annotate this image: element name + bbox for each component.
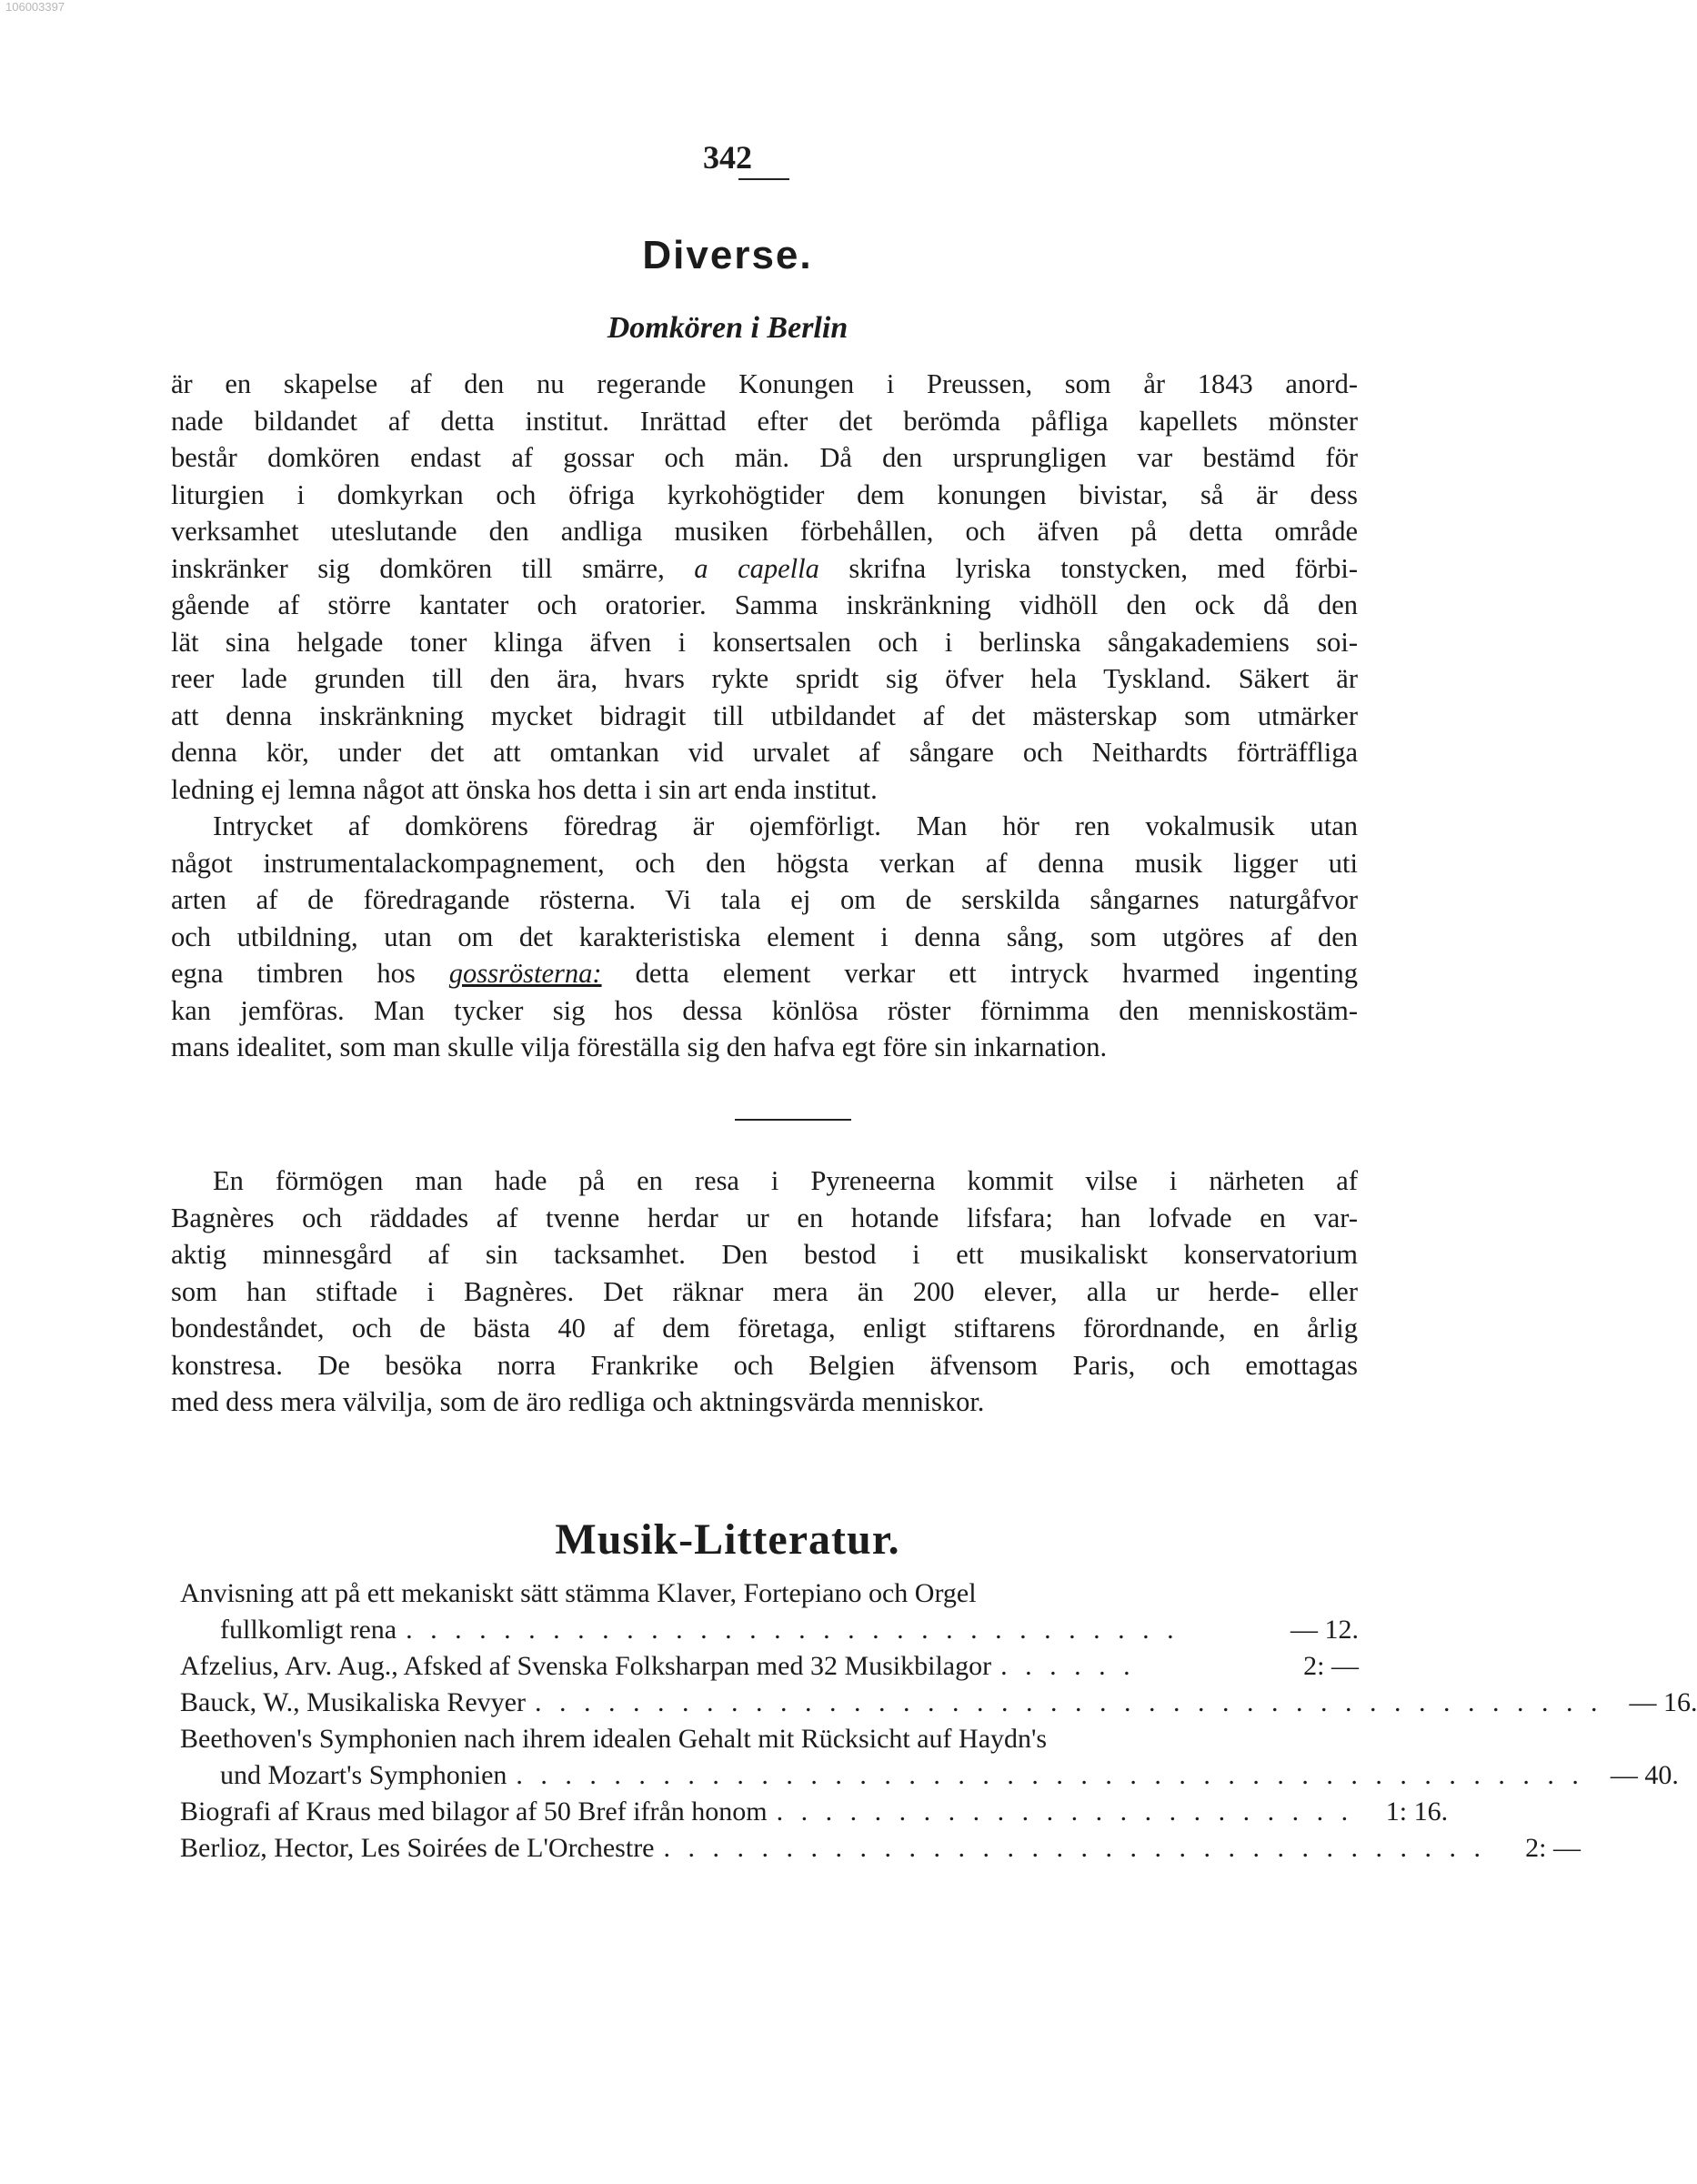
leader-dots: . . . . . . xyxy=(1000,1651,1136,1681)
text-line: aktig minnesgård af sin tacksamhet. Den bestod i ett musikaliskt konservatorium xyxy=(171,1239,1358,1270)
text-line: nade bildandet af detta institut. Inrättad efter det berömda påfliga kapellets mönster xyxy=(171,405,1358,437)
text-segment: egna timbren hos xyxy=(171,958,416,989)
text-line: gående af större kantater och oratorier. Samma inskränkning vidhöll den ock då den xyxy=(171,589,1358,620)
text-line: verksamhet uteslutande den andliga musiken förbehållen, och äfven på detta område xyxy=(171,516,1358,547)
page-number: 342 xyxy=(703,139,752,176)
anecdote-paragraph xyxy=(171,1162,1358,1421)
article-paragraph-2 xyxy=(171,808,1358,1066)
article-title: Domkören i Berlin xyxy=(607,311,848,345)
entry-title: Berlioz, Hector, Les Soirées de L'Orchestre xyxy=(180,1833,655,1863)
list-item xyxy=(180,1685,1697,1721)
text-line: ledning ej lemna något att önska hos detta i sin art enda institut. xyxy=(171,773,878,805)
section-heading: Diverse. xyxy=(642,233,813,277)
text-line: mans idealitet, som man skulle vilja föreställa sig den hafva egt före sin inkarnation. xyxy=(171,1032,1108,1062)
text-line: denna kör, under det att omtankan vid urvalet af sångare och Neithardts förträffliga xyxy=(171,737,1358,768)
leader-dots: . . . . . . . . . . . . . . . . . . . . . . . . . . . . . . . . . . . . . . . . . . . . xyxy=(534,1687,1603,1717)
text-segment: inskränker sig domkören till smärre, xyxy=(171,552,665,584)
list-item xyxy=(180,1575,1359,1648)
text-line: består domkören endast af gossar och män. Då den ursprungligen var bestämd för xyxy=(171,442,1358,473)
literature-list xyxy=(180,1575,1697,1867)
entry-price: — 40. xyxy=(1610,1760,1679,1790)
text-line: Intrycket af domkörens föredrag är ojemförligt. Man hör ren vokalmusik utan xyxy=(213,810,1358,841)
text-line: bondeståndet, och de bästa 40 af dem företaga, enligt stiftarens förordnande, en årlig xyxy=(171,1313,1358,1344)
entry-price: 2: — xyxy=(1303,1651,1359,1681)
text-line: liturgien i domkyrkan och öfriga kyrkohögtider dem konungen bivistar, så är dess xyxy=(171,478,1358,510)
entry-title: Bauck, W., Musikaliska Revyer xyxy=(180,1687,526,1717)
text-line: något instrumentalackompagnement, och den högsta verkan af denna musik ligger uti xyxy=(171,847,1358,879)
leader-dots: . . . . . . . . . . . . . . . . . . . . . . . . . . . . . . . . xyxy=(406,1615,1180,1645)
text-line: är en skapelse af den nu regerande Konungen i Preussen, som år 1843 anord- xyxy=(171,368,1358,399)
text-line: En förmögen man hade på en resa i Pyreneerna kommit vilse i närheten af xyxy=(213,1165,1358,1196)
scan-id: 106003397 xyxy=(5,0,65,14)
literature-heading: Musik-Litteratur. xyxy=(555,1515,900,1564)
entry-price: — 16. xyxy=(1629,1687,1697,1717)
entry-title: Afzelius, Arv. Aug., Afsked af Svenska Folksharpan med 32 Musikbilagor xyxy=(180,1651,992,1681)
entry-title-line: Beethoven's Symphonien nach ihrem idealen Gehalt mit Rücksicht auf Haydn's xyxy=(180,1724,1048,1754)
list-item xyxy=(180,1648,1359,1685)
text-line: arten af de föredragande rösterna. Vi tala ej om de serskilda sångarnes naturgåfvor xyxy=(171,884,1358,915)
leader-dots: . . . . . . . . . . . . . . . . . . . . . . . . . . . . . . . . . . . . . . . . . . . . xyxy=(516,1760,1584,1790)
italic-term: a capella xyxy=(694,552,819,584)
text-line: och utbildning, utan om det karakteristiska element i denna sång, som utgöres af den xyxy=(171,921,1358,952)
section-divider xyxy=(735,1119,851,1121)
leader-dots: . . . . . . . . . . . . . . . . . . . . . . . . xyxy=(776,1797,1354,1827)
text-line xyxy=(171,955,1358,992)
leader-dots: . . . . . . . . . . . . . . . . . . . . . . . . . . . . . . . . . . xyxy=(663,1833,1486,1863)
text-line: kan jemföras. Man tycker sig hos dessa könlösa röster förnimma den menniskostäm- xyxy=(171,994,1358,1026)
text-segment: skrifna lyriska tonstycken, med förbi- xyxy=(848,552,1359,584)
entry-title-line: Anvisning att på ett mekaniskt sätt stämma Klaver, Fortepiano och Orgel xyxy=(180,1578,977,1608)
entry-title: Biografi af Kraus med bilagor af 50 Bref ifrån honom xyxy=(180,1797,768,1827)
text-line: som han stiftade i Bagnères. Det räknar mera än 200 elever, alla ur herde- eller xyxy=(171,1275,1358,1307)
entry-price: 2: — xyxy=(1525,1833,1581,1863)
text-line: reer lade grunden till den ära, hvars rykte spridt sig öfver hela Tyskland. Säkert är xyxy=(171,663,1358,694)
italic-term: gossrösterna: xyxy=(448,958,602,989)
article-paragraph-1 xyxy=(171,366,1358,808)
entry-title: fullkomligt rena xyxy=(220,1615,397,1645)
text-line: att denna inskränkning mycket bidragit till utbildandet af det mästerskap som utmärker xyxy=(171,699,1358,731)
text-segment: detta element verkar ett intryck hvarmed ingenting xyxy=(635,958,1359,989)
text-line xyxy=(171,550,1358,588)
list-item xyxy=(180,1721,1679,1794)
entry-title: und Mozart's Symphonien xyxy=(220,1760,507,1790)
text-line: Bagnères och räddades af tvenne herdar ur en hotande lifsfara; han lofvade en var- xyxy=(171,1202,1358,1233)
list-item xyxy=(180,1794,1449,1830)
entry-price: 1: 16. xyxy=(1385,1797,1449,1827)
text-line: lät sina helgade toner klinga äfven i konsertsalen och i berlinska sångakademiens soi- xyxy=(171,626,1358,658)
entry-price: — 12. xyxy=(1290,1615,1359,1645)
text-line: med dess mera välvilja, som de äro redliga och aktningsvärda menniskor. xyxy=(171,1386,985,1417)
page-number-underline xyxy=(738,178,789,180)
text-line: konstresa. De besöka norra Frankrike och Belgien äfvensom Paris, och emottagas xyxy=(171,1349,1358,1381)
list-item xyxy=(180,1830,1581,1867)
